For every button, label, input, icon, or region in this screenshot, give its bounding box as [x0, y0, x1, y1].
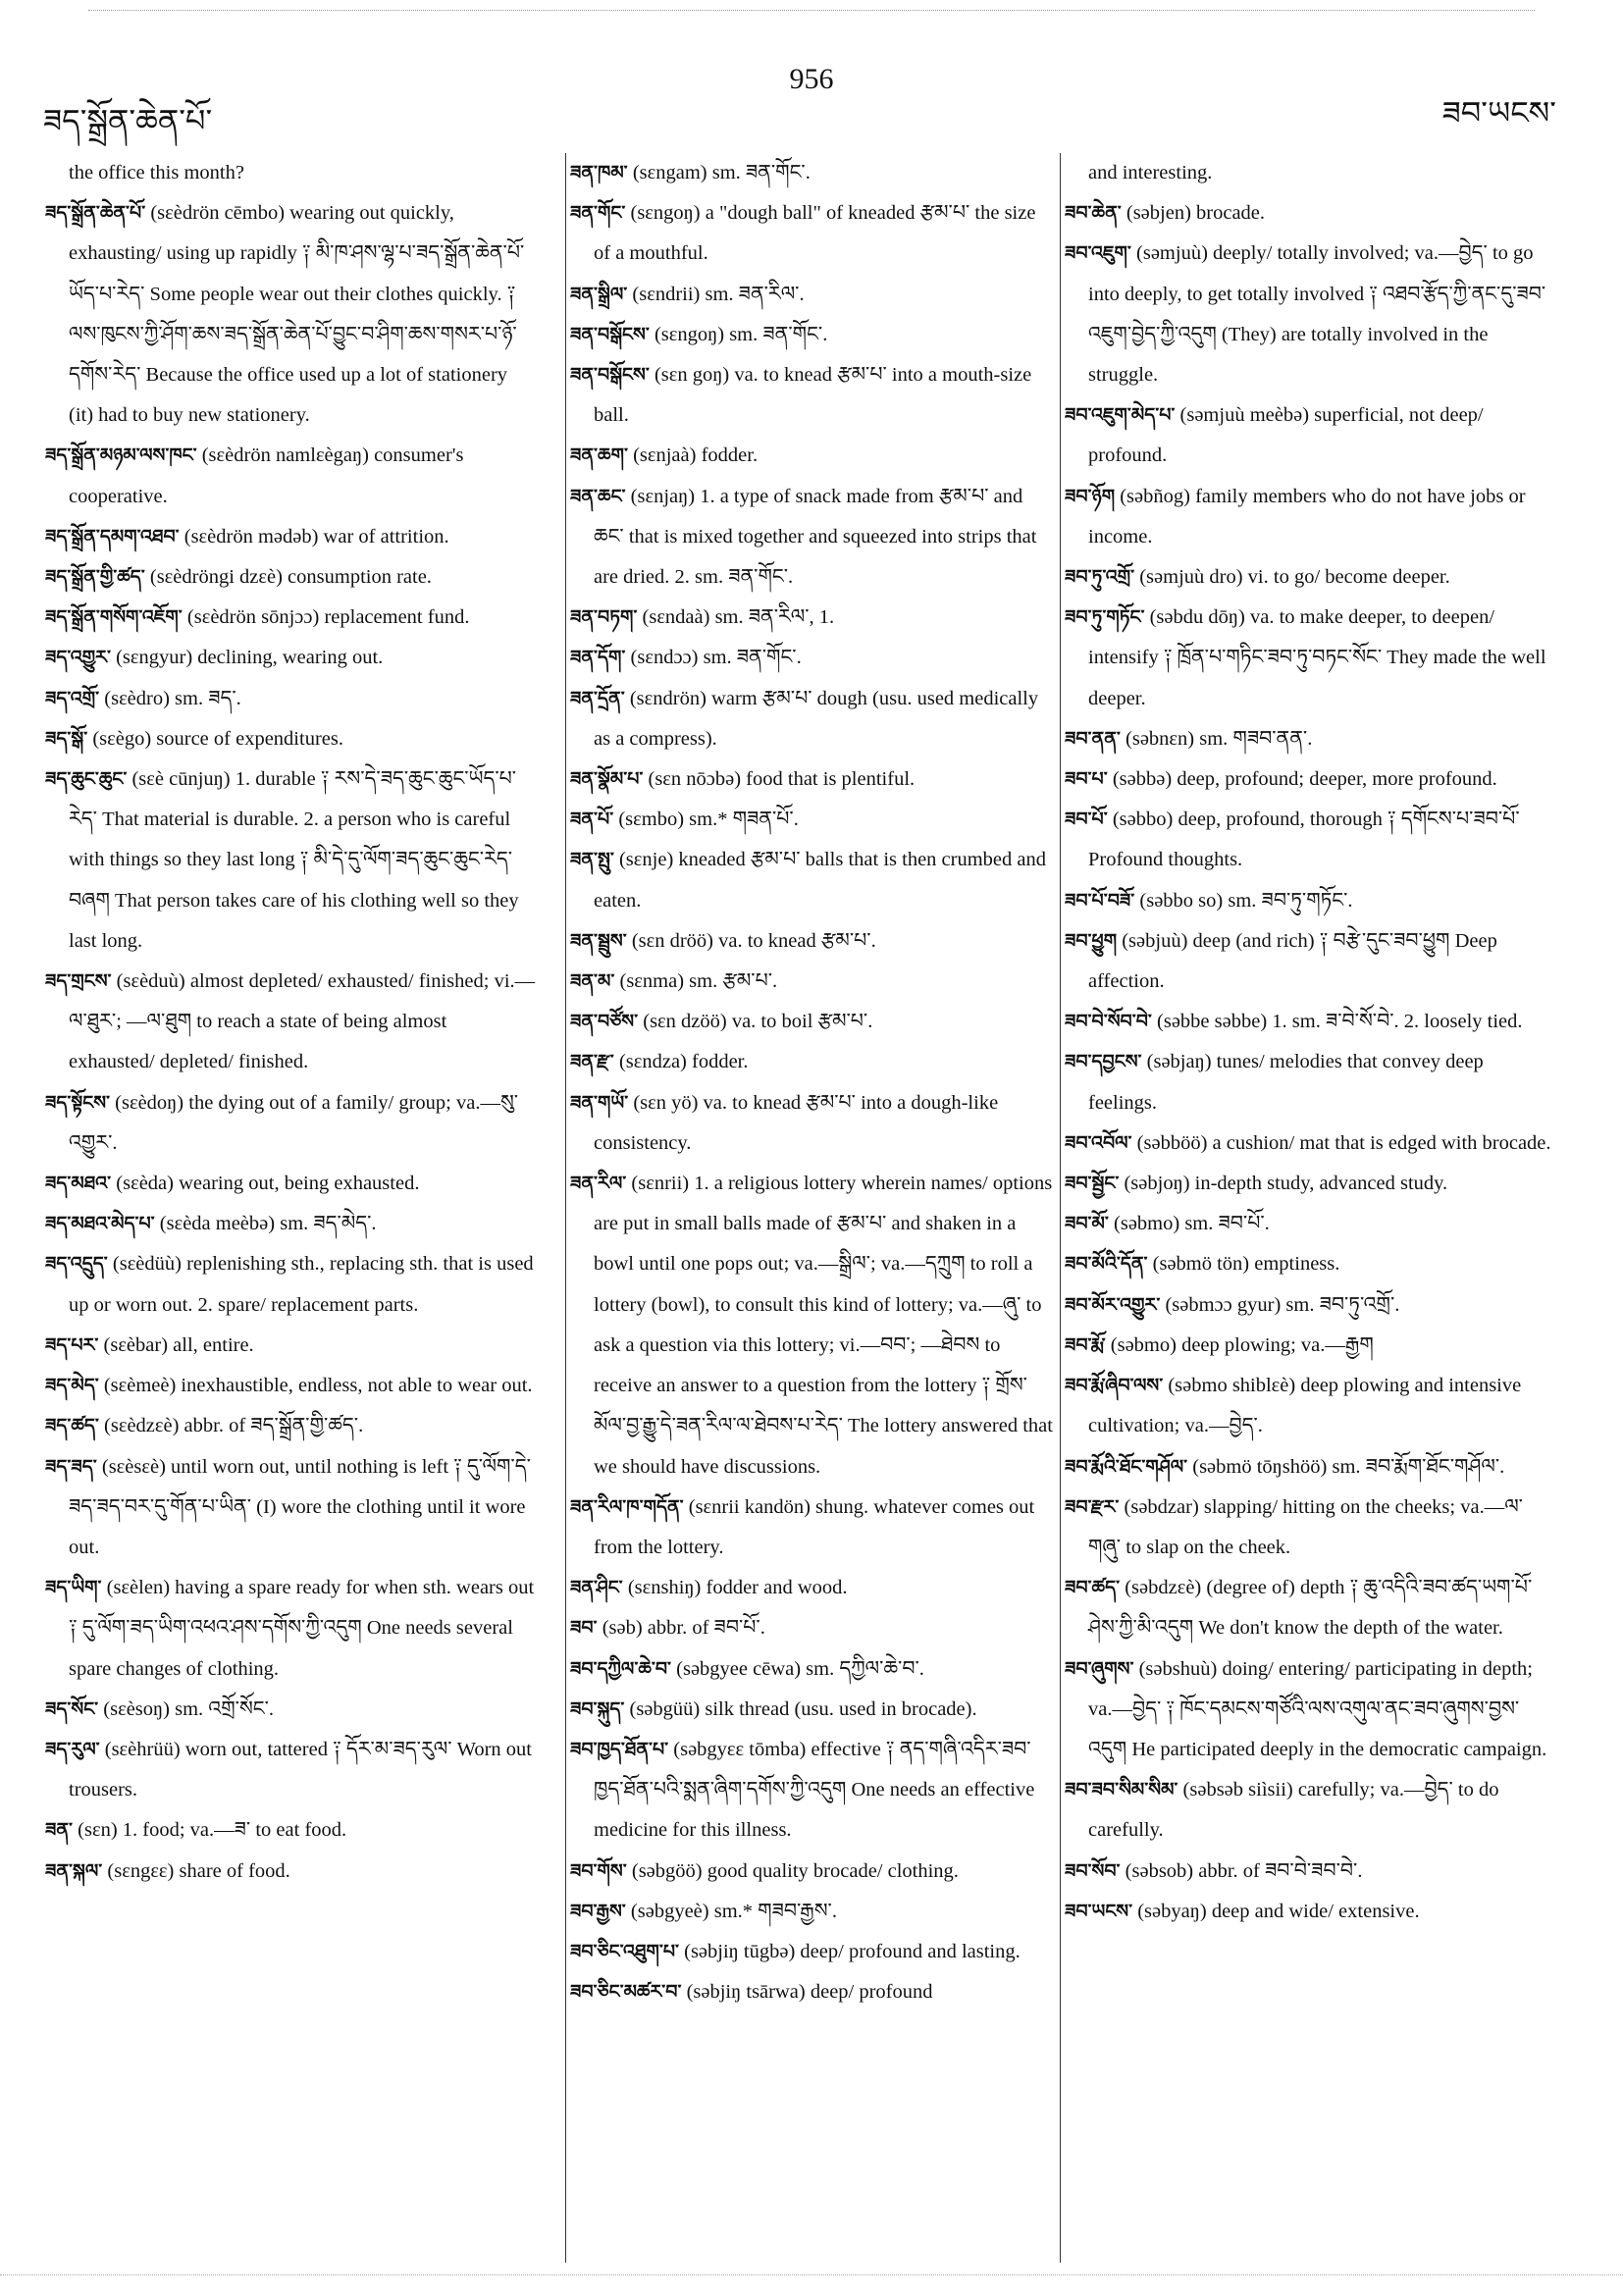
- dictionary-entry: [1065, 234, 1555, 395]
- entry-definition: (sεn dröö) va. to knead རྩམ་པ་.: [626, 929, 876, 952]
- entry-headword: ཟབ་སྦྱོང་: [1065, 1173, 1120, 1195]
- dictionary-entry: [45, 1244, 536, 1325]
- dictionary-entry: [45, 1690, 536, 1730]
- entry-definition: (sεnrii kandön) shung. whatever comes out from the lottery.: [594, 1495, 1035, 1558]
- entry-definition: (səbbe səbbe) 1. sm. ཟ་བེ་སོ་བེ་. 2. loosely tied.: [1151, 1011, 1523, 1033]
- entry-definition: (sεndrön) warm རྩམ་པ་ dough (usu. used medically as a compress).: [594, 687, 1039, 750]
- entry-definition: (səmjuù dro) vi. to go/ become deeper.: [1134, 566, 1450, 589]
- dictionary-entry: [1065, 1366, 1555, 1446]
- entry-definition: (sεnjaà) fodder.: [627, 444, 759, 467]
- entry-definition: (sεmbo) sm.* གཟན་པོ་.: [613, 809, 799, 831]
- entry-definition: (sεèdüù) replenishing sth., replacing sth. that is used up or worn out. 2. spare/ replacement parts.: [69, 1253, 534, 1316]
- dictionary-entry: [570, 1649, 1055, 1690]
- entry-headword: ཟན་ཆག་: [570, 444, 628, 467]
- dictionary-entry: [45, 638, 536, 678]
- entry-headword: ཟབ་དབྱངས་: [1065, 1051, 1142, 1073]
- dictionary-entry: [570, 477, 1055, 599]
- entry-headword: ཟབ་རྨོ་: [1065, 1333, 1106, 1356]
- dictionary-entry: [45, 153, 536, 193]
- entry-headword: ཟབ་མོ་: [1065, 1213, 1109, 1235]
- entry-headword: ཟབ་འཇུག་: [1065, 242, 1131, 265]
- entry-headword: ཟབ་ཏུ་འགྲོ་: [1065, 566, 1135, 589]
- dictionary-entry: [570, 1487, 1055, 1568]
- entry-definition: (sεndɔɔ) sm. ཟན་གོང་.: [625, 647, 802, 669]
- entry-headword: ཟད་འགྲོ་: [45, 687, 100, 709]
- dictionary-entry: [45, 1366, 536, 1406]
- entry-definition: (sεngoŋ) a "dough ball" of kneaded རྩམ་པ་ the size of a mouthful.: [594, 202, 1036, 265]
- entry-headword: ཟད་སྒྲོན་མཉམ་ལས་ཁང་: [45, 444, 197, 467]
- dictionary-entry: [570, 921, 1055, 962]
- entry-definition: (sεèda meèbə) sm. ཟད་མེད་.: [154, 1213, 377, 1235]
- entry-definition: (sεngoŋ) sm. ཟན་གོང་.: [649, 323, 828, 345]
- dictionary-entry: [570, 1932, 1055, 1972]
- entry-headword: ཟན་སྦྲུས་: [570, 929, 627, 952]
- entry-definition: (sεèdzεè) abbr. of ཟད་སྒྲོན་གྱི་ཚད་.: [98, 1415, 364, 1437]
- dictionary-entry: [1065, 1770, 1555, 1851]
- dictionary-entry: [1065, 153, 1555, 193]
- entry-definition: (səbdzεè) (degree of) depth ༑ ཆུ་འདིའི་ཟབ་ཚད་ཡག་པོ་ཤེས་ཀྱི་མི་འདུག We don't know the depth of the water.: [1088, 1577, 1533, 1640]
- entry-definition: (səbjiŋ tsārwa) deep/ profound: [681, 1981, 933, 2004]
- entry-definition: (səbsəb siìsii) carefully; va.—བྱེད་ to do carefully.: [1088, 1779, 1499, 1842]
- dictionary-entry: [1065, 881, 1555, 921]
- dictionary-entry: [45, 1447, 536, 1569]
- dictionary-entry: [570, 1690, 1055, 1730]
- entry-definition: (sεn goŋ) va. to knead རྩམ་པ་ into a mouth-size ball.: [594, 364, 1032, 427]
- column-3: [1060, 153, 1555, 2263]
- dictionary-entry: [570, 679, 1055, 759]
- entry-definition: (sεèsoŋ) sm. འགྲོ་སོང་.: [98, 1697, 275, 1720]
- entry-headword: ཟད་ཚད་: [45, 1415, 99, 1437]
- entry-headword: ཟད་སྒྲོན་ཆེན་པོ་: [45, 202, 146, 225]
- entry-headword: ཟབ་ཏུ་གཏོང་: [1065, 606, 1145, 629]
- entry-definition: (sεèlen) having a spare ready for when sth. wears out ༑ དུ་ལོག་ཟད་ཡིག་འཕའ་ཤས་དགོས་ཀྱི་འདུག One needs several spare changes of clothing.: [69, 1577, 535, 1680]
- entry-headword: ཟབ་ཁྱད་ཐོན་པ་: [570, 1738, 669, 1760]
- entry-headword: ཟབ་ཚད་: [1065, 1577, 1121, 1599]
- entry-definition: (səbgyee cēwa) sm. དཀྱིལ་ཆེ་བ་.: [671, 1657, 924, 1680]
- entry-definition: (sεndza) fodder.: [613, 1051, 749, 1073]
- dictionary-entry: [570, 800, 1055, 840]
- entry-definition: (səbmö tōŋshöö) sm. ཟབ་རྨོག་ཐོང་གཤོལ་.: [1187, 1455, 1505, 1478]
- entry-definition: (səbbo so) sm. ཟབ་ཏུ་གཏོང་.: [1134, 889, 1353, 912]
- entry-definition: (sεn nōɔbə) food that is plentiful.: [643, 768, 916, 791]
- dictionary-entry: [45, 962, 536, 1083]
- entry-headword: ཟབ་སྐུད་: [570, 1697, 625, 1720]
- entry-headword: ཟད་རུལ་: [45, 1738, 100, 1760]
- entry-headword: ཟན་སྐལ་: [45, 1859, 103, 1882]
- entry-definition: (sεn) 1. food; va.—ཟ་ to eat food.: [73, 1819, 347, 1842]
- dictionary-entry: [45, 679, 536, 719]
- dictionary-entry: [570, 638, 1055, 678]
- entry-headword: ཟབ་འབོལ་: [1065, 1131, 1132, 1154]
- entry-definition: (sεngam) sm. ཟན་གོང་.: [627, 162, 811, 183]
- dictionary-entry: [1065, 1852, 1555, 1892]
- dictionary-entry: [45, 436, 536, 516]
- entry-headword: ཟབ་ཆེན་: [1065, 202, 1122, 225]
- dictionary-entry: [570, 1852, 1055, 1892]
- dictionary-entry: [45, 1204, 536, 1244]
- dictionary-entry: [570, 598, 1055, 638]
- entry-definition: (sεèsεè) until worn out, until nothing is left ༑ དུ་ལོག་དེ་ཟད་ཟད་བར་དུ་གོན་པ་ཡིན་ (I) wore the clothing until it wore out.: [69, 1455, 531, 1558]
- entry-definition: (səbjoŋ) in-depth study, advanced study.: [1119, 1173, 1448, 1195]
- entry-definition: (səbbo) deep, profound, thorough ༑ དགོངས་པ་ཟབ་པོ་ Profound thoughts.: [1088, 809, 1520, 871]
- dictionary-entry: [1065, 1892, 1555, 1932]
- dictionary-entry: [45, 1326, 536, 1366]
- entry-definition: the office this month?: [69, 162, 244, 183]
- entry-definition: (səbdu dōŋ) va. to make deeper, to deepen/ intensify ༑ ཁྲོན་པ་གཏིང་ཟབ་ཏུ་བཏང་སོང་ They made the well deeper.: [1088, 606, 1546, 709]
- entry-headword: ཟན་བཏག་: [570, 606, 638, 629]
- entry-definition: (səbdzar) slapping/ hitting on the cheeks; va.—ལ་གཞུ་ to slap on the cheek.: [1088, 1495, 1523, 1558]
- dictionary-entry: [1065, 759, 1555, 800]
- entry-definition: (səmjuù meèbə) superficial, not deep/ profound.: [1088, 404, 1484, 467]
- entry-headword: ཟབ་ཡངས་: [1065, 1900, 1133, 1922]
- entry-definition: (səbjaŋ) tunes/ melodies that convey deep feelings.: [1088, 1051, 1484, 1114]
- entry-definition: (səbgyeè) sm.* གཟབ་རྒྱས་.: [625, 1900, 837, 1922]
- entry-definition: (sεnje) kneaded རྩམ་པ་ balls that is then crumbed and eaten.: [594, 849, 1047, 912]
- entry-definition: (səbyaŋ) deep and wide/ extensive.: [1132, 1900, 1420, 1922]
- entry-headword: ཟད་མཐའ་མེད་པ་: [45, 1213, 155, 1235]
- dictionary-entry: [570, 962, 1055, 1002]
- entry-headword: ཟན་མ་: [570, 970, 615, 993]
- entry-headword: ཟབ་ཅིང་མཚར་བ་: [570, 1981, 682, 2004]
- entry-headword: ཟན་བསྒོངས་: [570, 364, 650, 387]
- dictionary-entry: [1065, 800, 1555, 880]
- dictionary-entry: [45, 1852, 536, 1892]
- dictionary-entry: [570, 1083, 1055, 1164]
- running-head-right: ཟབ་ཡངས་: [1441, 94, 1556, 131]
- entry-definition: (sεègo) source of expenditures.: [87, 727, 343, 750]
- dictionary-entry: [45, 1568, 536, 1690]
- entry-headword: ཟན་སྒྲིལ་: [570, 283, 628, 305]
- dictionary-entry: [1065, 1123, 1555, 1164]
- entry-definition: (səbbə) deep, profound; deeper, more profound.: [1107, 768, 1497, 791]
- page-number: 956: [789, 63, 834, 95]
- dictionary-entry: [570, 436, 1055, 476]
- dictionary-entry: [1065, 477, 1555, 557]
- dictionary-entry: [570, 355, 1055, 436]
- entry-definition: (səbjiŋ tūgbə) deep/ profound and lasting.: [679, 1940, 1021, 1962]
- entry-headword: ཟན་གཡོ་: [570, 1091, 629, 1114]
- entry-definition: (sεn dzöö) va. to boil རྩམ་པ་.: [638, 1011, 873, 1033]
- entry-definition: (sεngyur) declining, wearing out.: [110, 647, 384, 669]
- entry-definition: (sεnjaŋ) 1. a type of snack made from རྩམ་པ་ and ཆང་ that is mixed together and squeezed into strips that are dried. 2. sm. ཟན་གོང་.: [594, 485, 1037, 589]
- entry-headword: ཟབ་: [570, 1617, 598, 1640]
- dictionary-entry: [570, 1002, 1055, 1042]
- dictionary-entry: [570, 193, 1055, 274]
- entry-definition: (sεndrii) sm. ཟན་རིལ་.: [627, 283, 805, 305]
- entry-headword: ཟད་ཟད་: [45, 1455, 97, 1478]
- dictionary-entry: [570, 1730, 1055, 1852]
- dictionary-entry: [1065, 1487, 1555, 1568]
- entry-definition: (səbmɔɔ gyur) sm. ཟབ་ཏུ་འགྲོ་.: [1160, 1293, 1400, 1316]
- entry-headword: ཟད་པར་: [45, 1333, 99, 1356]
- entry-headword: ཟབ་ཞུགས་: [1065, 1657, 1134, 1680]
- entry-definition: (sεèdröngi dzεè) consumption rate.: [144, 566, 432, 589]
- entry-headword: ཟན་སྣོམ་པ་: [570, 768, 644, 791]
- entry-headword: ཟད་སྒྲོན་གསོག་འཇོག་: [45, 606, 183, 629]
- dictionary-entry: [570, 315, 1055, 355]
- dictionary-entry: [570, 759, 1055, 800]
- dictionary-entry: [1065, 1568, 1555, 1648]
- dictionary-entry: [1065, 1447, 1555, 1487]
- entry-definition: (səbñog) family members who do not have jobs or income.: [1088, 485, 1526, 548]
- entry-headword: ཟན་: [45, 1819, 74, 1842]
- entry-definition: (səbmo) sm. ཟབ་པོ་.: [1108, 1213, 1270, 1235]
- entry-definition: (səbgüü) silk thread (usu. used in brocade).: [624, 1697, 977, 1720]
- entry-definition: (səbmo shiblεè) deep plowing and intensive cultivation; va.—བྱེད་.: [1088, 1375, 1522, 1437]
- entry-headword: ཟབ་རྫར་: [1065, 1495, 1120, 1518]
- dictionary-entry: [45, 719, 536, 759]
- entry-headword: ཟན་དོག་: [570, 647, 626, 669]
- entry-headword: ཟབ་མོའི་དོན་: [1065, 1253, 1148, 1276]
- entry-headword: ཟན་དྲོན་: [570, 687, 625, 709]
- top-rule: [88, 10, 1535, 11]
- entry-definition: (sεngεε) share of food.: [102, 1859, 290, 1882]
- entry-definition: (səb) abbr. of ཟབ་པོ་.: [597, 1617, 765, 1640]
- entry-definition: (səbmö tön) emptiness.: [1147, 1253, 1340, 1276]
- entry-headword: ཟབ་པོ་: [1065, 809, 1108, 831]
- dictionary-entry: [1065, 193, 1555, 234]
- entry-headword: ཟབ་བེ་སོབ་བེ་: [1065, 1011, 1152, 1033]
- entry-headword: ཟབ་མོར་འགྱུར་: [1065, 1293, 1161, 1316]
- entry-headword: ཟད་ཡིག་: [45, 1577, 102, 1599]
- entry-definition: (sεèdoŋ) the dying out of a family/ group; va.—སུ་འགྱུར་.: [69, 1091, 519, 1154]
- dictionary-entry: [45, 1810, 536, 1851]
- bottom-rule: [0, 2274, 1623, 2275]
- entry-headword: ཟན་རིལ་: [570, 1173, 627, 1195]
- dictionary-entry: [570, 1972, 1055, 2012]
- column-2: [565, 153, 1055, 2263]
- entry-headword: ཟན་ཁམ་: [570, 162, 628, 183]
- entry-headword: ཟད་སྒྲོན་གྱི་ཚད་: [45, 566, 145, 589]
- entry-headword: ཟབ་རྒྱས་: [570, 1900, 626, 1922]
- entry-headword: ཟན་སྤུ་: [570, 849, 614, 871]
- entry-definition: (səbjuù) deep (and rich) ༑ བརྩེ་དུང་ཟབ་ཕྱུག Deep affection.: [1088, 929, 1497, 993]
- dictionary-entry: [570, 1568, 1055, 1608]
- entry-definition: (səbshuù) doing/ entering/ participating in depth; va.—བྱེད་ ༑ ཁོང་དམངས་གཙོའི་ལས་འགུལ་ནང་ཟབ་ཞུགས་བྱས་འདུག He participated deeply in the democratic campaign.: [1088, 1657, 1547, 1760]
- dictionary-entry: [1065, 1649, 1555, 1771]
- dictionary-entry: [45, 557, 536, 598]
- entry-definition: (sεèduù) almost depleted/ exhausted/ finished; vi.—ལ་ཐུར་; —ལ་ཐུག to reach a state of being almost exhausted/ depleted/ finished.: [69, 970, 536, 1073]
- entry-headword: ཟབ་པོ་བཟོ་: [1065, 889, 1135, 912]
- entry-headword: ཟན་རིལ་ཁ་གདོན་: [570, 1495, 684, 1518]
- dictionary-entry: [45, 759, 536, 962]
- entry-headword: ཟབ་ཅིང་འཐུག་པ་: [570, 1940, 679, 1962]
- entry-definition: (səbsob) abbr. of ཟབ་བེ་ཟབ་བེ་.: [1120, 1859, 1363, 1882]
- entry-definition: (sεè cūnjuŋ) 1. durable ༑ རས་དེ་ཟད་ཆུང་ཆུང་ཡོད་པ་རེད་ That material is durable. 2. a person who is careful with things so they last long ༑ མི་དེ་དུ་ལོག་ཟད་ཆུང་ཆུང་རེད་བཞག That person takes care of his clothing well so they last long.: [69, 768, 519, 952]
- dictionary-entry: [45, 1730, 536, 1810]
- dictionary-entry: [570, 275, 1055, 315]
- entry-headword: ཟད་གྲངས་: [45, 970, 112, 993]
- dictionary-entry: [1065, 1244, 1555, 1284]
- dictionary-entry: [1065, 1204, 1555, 1244]
- entry-headword: ཟན་པོ་: [570, 809, 614, 831]
- entry-definition: (sεnshiŋ) fodder and wood.: [622, 1577, 848, 1599]
- entry-headword: ཟབ་ནན་: [1065, 727, 1121, 750]
- entry-definition: (səbnεn) sm. གཟབ་ནན་.: [1120, 727, 1313, 750]
- dictionary-entry: [1065, 921, 1555, 1002]
- entry-definition: (sεèdrön mədəb) war of attrition.: [179, 525, 449, 548]
- entry-headword: ཟད་མཐའ་: [45, 1173, 112, 1195]
- dictionary-entry: [45, 517, 536, 557]
- entry-headword: ཟབ་གོས་: [570, 1859, 627, 1882]
- entry-definition: (səbjen) brocade.: [1121, 202, 1266, 225]
- entry-definition: (sεèbar) all, entire.: [98, 1333, 254, 1356]
- dictionary-entry: [45, 1406, 536, 1446]
- dictionary-entry: [570, 1892, 1055, 1932]
- entry-definition: (sεèdrön sōnjɔɔ) replacement fund.: [182, 606, 470, 629]
- entry-definition: (sεèdro) sm. ཟད་.: [99, 687, 241, 709]
- entry-headword: ཟན་བསྒོངས་: [570, 323, 650, 345]
- entry-definition: (sεèdrön cēmbo) wearing out quickly, exhausting/ using up rapidly ༑ མི་ཁ་ཤས་ལྷ་པ་ཟད་སྒྲོན་ཆེན་པོ་ཡོད་པ་རེད་ Some people wear out their clothes quickly. ༑ ལས་ཁུངས་ཀྱི་ཤོག་ཆས་ཟད་སྒྲོན་ཆེན་པོ་བྱུང་བ་ཤིག་ཆས་གསར་པ་ཉོ་དགོས་རེད་ Because the office used up a lot of stationery (it) had to buy new stationery.: [69, 202, 525, 427]
- entry-headword: ཟད་ཆུང་ཆུང་: [45, 768, 128, 791]
- entry-headword: ཟད་སྒྲོན་དམག་འཐབ་: [45, 525, 180, 548]
- entry-headword: ཟན་གོང་: [570, 202, 626, 225]
- entry-headword: ཟན་བཙོས་: [570, 1011, 639, 1033]
- dictionary-entry: [570, 153, 1055, 193]
- entry-definition: (səbmo) deep plowing; va.—རྒྱག: [1105, 1333, 1374, 1356]
- entry-headword: ཟབ་ཟབ་སིམ་སིམ་: [1065, 1779, 1178, 1801]
- entry-headword: ཟབ་པ་: [1065, 768, 1108, 791]
- dictionary-entry: [1065, 1042, 1555, 1122]
- entry-definition: (sεèhrüü) worn out, tattered ༑ དོར་མ་ཟད་རུལ་ Worn out trousers.: [69, 1738, 532, 1801]
- entry-definition: (sεn yö) va. to knead རྩམ་པ་ into a dough-like consistency.: [594, 1091, 999, 1154]
- entry-definition: (sεnrii) 1. a religious lottery wherein names/ options are put in small balls made of རྩམ་པ་ and shaken in a bowl until one pops out; va.—སྒྲིལ་; va.—དཀྲུག to roll a lottery (bowl), to consult this kind of lottery; va.—ཞུ་ to ask a question via this lottery; vi.—བབ་; —ཐེབས to receive an answer to a question from the lottery ༑ གྲོས་མོལ་བྱ་རྒྱུ་དེ་ཟན་རིལ་ལ་ཐེབས་པ་རེད་ The lottery answered that we should have discussions.: [594, 1173, 1053, 1478]
- entry-headword: ཟད་འགྱུར་: [45, 647, 111, 669]
- entry-headword: ཟད་སོང་: [45, 1697, 99, 1720]
- dictionary-entry: [45, 1164, 536, 1204]
- running-head-left: ཟད་སྒྲོན་ཆེན་པོ་: [43, 102, 213, 139]
- dictionary-entry: [1065, 1326, 1555, 1366]
- entry-headword: ཟབ་ཕྱུག: [1065, 929, 1118, 952]
- column-1: [45, 153, 536, 2263]
- entry-headword: ཟབ་རྨོ་ཞིབ་ལས་: [1065, 1375, 1164, 1397]
- entry-definition: (səbgöö) good quality brocade/ clothing.: [626, 1859, 959, 1882]
- entry-definition: (səbgyεε tōmba) effective ༑ ནད་གཞི་འདིར་ཟབ་ཁྱད་ཐོན་པའི་སྨན་ཞིག་དགོས་ཀྱི་འདུག One needs an effective medicine for this illness.: [594, 1738, 1035, 1842]
- dictionary-entry: [1065, 1002, 1555, 1042]
- dictionary-entry: [1065, 557, 1555, 598]
- dictionary-entry: [570, 840, 1055, 920]
- entry-definition: (səmjuù) deeply/ totally involved; va.—བྱེད་ to go into deeply, to get totally involved ༑ འཐབ་རྩོད་ཀྱི་ནང་དུ་ཟབ་འཇུག་བྱེད་ཀྱི་འདུག (They) are totally involved in the struggle.: [1088, 242, 1546, 387]
- entry-definition: (sεèdrön namlεègaŋ) consumer's cooperative.: [69, 444, 464, 507]
- entry-definition: (səbböö) a cushion/ mat that is edged with brocade.: [1131, 1131, 1551, 1154]
- dictionary-entry: [1065, 1164, 1555, 1204]
- dictionary-entry: [45, 598, 536, 638]
- entry-definition: and interesting.: [1088, 162, 1213, 183]
- entry-definition: (sεnma) sm. རྩམ་པ་.: [614, 970, 778, 993]
- entry-headword: ཟད་སྒོ་: [45, 727, 88, 750]
- entry-headword: ཟན་རྫ་: [570, 1051, 614, 1073]
- dictionary-entry: [570, 1608, 1055, 1648]
- entry-definition: (sεèda) wearing out, being exhausted.: [111, 1173, 420, 1195]
- dictionary-entry: [1065, 719, 1555, 759]
- entry-definition: (sεndaà) sm. ཟན་རིལ་, 1.: [637, 606, 835, 629]
- entry-headword: ཟད་སྟོངས་: [45, 1091, 111, 1114]
- entry-headword: ཟབ་འཇུག་མེད་པ་: [1065, 404, 1176, 427]
- entry-headword: ཟད་མེད་: [45, 1375, 99, 1397]
- dictionary-entry: [1065, 395, 1555, 476]
- dictionary-entry: [45, 1083, 536, 1164]
- dictionary-entry: [570, 1042, 1055, 1082]
- entry-headword: ཟབ་ཉོག: [1065, 485, 1116, 507]
- dictionary-entry: [45, 193, 536, 436]
- entry-definition: (sεèmeè) inexhaustible, endless, not able to wear out.: [98, 1375, 533, 1397]
- dictionary-entry: [1065, 598, 1555, 719]
- entry-headword: ཟད་འདྲུད་: [45, 1253, 108, 1276]
- entry-headword: ཟན་ཤིང་: [570, 1577, 623, 1599]
- entry-headword: ཟན་ཆང་: [570, 485, 626, 507]
- entry-headword: ཟབ་སོབ་: [1065, 1859, 1121, 1882]
- dictionary-entry: [1065, 1285, 1555, 1326]
- entry-headword: ཟབ་རྨོའི་ཐོང་གཤོལ་: [1065, 1455, 1188, 1478]
- dictionary-entry: [570, 1164, 1055, 1487]
- entry-headword: ཟབ་དཀྱིལ་ཆེ་བ་: [570, 1657, 672, 1680]
